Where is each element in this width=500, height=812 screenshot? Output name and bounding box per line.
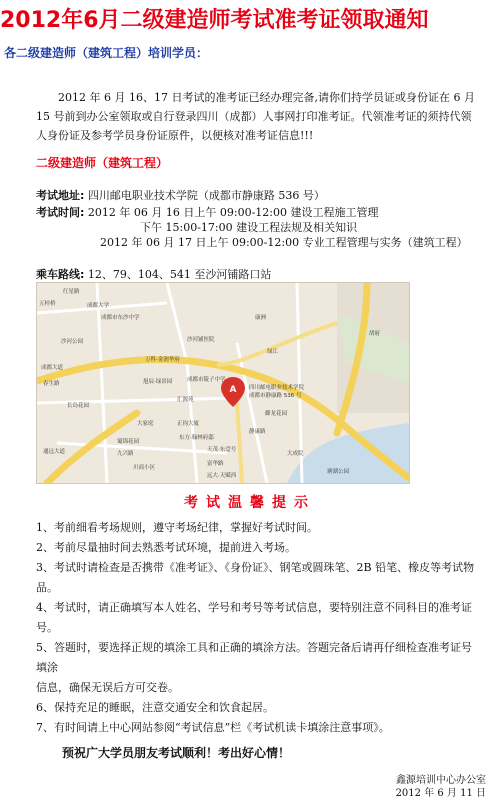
map-label: 大成院 (287, 451, 304, 457)
route-label: 乘车路线: (36, 268, 85, 281)
map-label: 长岛花园 (67, 403, 90, 409)
address-label: 考试地址: (36, 189, 85, 202)
map-label: 成都市东沙中学 (101, 315, 140, 321)
tip-item: 7、有时间请上中心网站参阅“考试信息”栏《考试机读卡填涂注意事项》。 (36, 721, 390, 734)
map-label: 蜀锦花园 (117, 439, 140, 445)
notice-text: 2012 年 6 月 16、17 日考试的准考证已经办理完备,请你们持学员证或身份证在 6 月 15 号前到办公室领取或自行登录四川（成都）人事网打印准考证。代领准考证的须持代领人身份证及参考学员身份证原件，以便核对准考证信息!!! (36, 91, 475, 142)
exam-time-line-2: 下午 15:00-17:00 建设工程法规及相关知识 (140, 221, 358, 234)
tip-item: 3、考试时请检查是否携带《准考证》、《身份证》、钢笔或圆珠笔、2B 铅笔、橡皮等考试物品。 (36, 561, 475, 594)
map-label: 天茂·东壹号 (207, 447, 237, 453)
map-label: 成都市陵子中学 (187, 377, 226, 383)
tip-item: 5、答题时，要选择正规的填涂工具和正确的填涂方法。答题完备后请再仔细检查准考证号填涂 (36, 641, 472, 674)
map-label: 富华路 (207, 461, 224, 467)
map-label: 御龙花园 (265, 411, 288, 417)
closing-wish: 预祝广大学员朋友考试顺利！考出好心情！ (62, 746, 291, 760)
tip-item: 1、考前细看考场规则，遵守考场纪律，掌握好考试时间。 (36, 521, 318, 534)
time-label: 考试时间: (36, 206, 85, 219)
map-label: 胡府 (369, 331, 381, 337)
time-line-1: 2012 年 06 月 16 日上午 09:00-12:00 建设工程施工管理 (87, 206, 379, 219)
map-label: 远大·天赋西 (207, 473, 237, 479)
map-label: 绿江 (267, 349, 279, 355)
map-label: 成都市静康路 536 号 (249, 393, 302, 399)
map-label: 通远大道 (43, 449, 66, 455)
exam-time-line-3: 2012 年 06 月 17 日上午 09:00-12:00 专业工程管理与实务（建筑工程） (100, 236, 468, 249)
map-label: 川商小区 (133, 465, 156, 471)
map-label: 九兴路 (117, 451, 134, 457)
map-label: 五桂桥 (39, 301, 56, 307)
map-label: 万科·金润华府 (145, 357, 180, 363)
greeting: 各二级建造师（建筑工程）培训学员： (4, 46, 209, 60)
map-label: 旭辰·绿景园 (143, 379, 173, 385)
map-canvas (37, 283, 409, 483)
map-label: 大家庭 (137, 421, 154, 427)
map-label: 正钧大厦 (177, 421, 200, 427)
tip-item: 2、考前尽量抽时间去熟悉考试环境，提前进入考场。 (36, 541, 296, 554)
map-label: 康洲 (255, 315, 267, 321)
route-value: 12、79、104、541 至沙河铺路口站 (87, 268, 272, 281)
map-label: 静康路 (249, 429, 266, 435)
location-map (36, 282, 410, 484)
map-label: 东方·翰林府邸 (179, 435, 214, 441)
signature-date: 2012 年 6 月 11 日 (395, 788, 486, 799)
svg-text:A: A (229, 385, 237, 395)
tip-item: 信息，确保无误后方可交卷。 (36, 681, 179, 694)
map-label: 沙河公园 (61, 339, 84, 345)
map-label: 春生路 (43, 381, 60, 387)
map-label: 汇源苑 (177, 397, 194, 403)
tips-list (36, 518, 476, 738)
page-title: 2012年6月二级建造师考试准考证领取通知 (0, 8, 429, 33)
tips-heading: 考试温馨提示 (184, 495, 316, 511)
tip-item: 4、考试时，请正确填写本人姓名、学号和考号等考试信息，要特别注意不同科目的准考证号。 (36, 601, 472, 634)
signature-org: 鑫源培训中心办公室 (396, 775, 486, 786)
exam-address (36, 187, 325, 203)
address-value: 四川邮电职业技术学院（成都市静康路 536 号） (87, 189, 325, 202)
map-label: 红星路 (63, 289, 80, 295)
subheading: 二级建造师（建筑工程） (36, 156, 169, 170)
tip-item: 6、保持充足的睡眠，注意交通安全和饮食起居。 (36, 701, 274, 714)
map-label: 成都大学 (87, 303, 110, 309)
map-label: 成都大道 (41, 365, 64, 371)
signature (396, 774, 486, 800)
notice-paragraph (36, 88, 476, 145)
map-label: 四川邮电职业技术学院 (249, 385, 305, 391)
map-label: 塘湖公园 (327, 469, 350, 475)
map-label: 沙河铺医院 (187, 337, 215, 343)
exam-time (36, 204, 379, 220)
bus-route (36, 266, 271, 282)
